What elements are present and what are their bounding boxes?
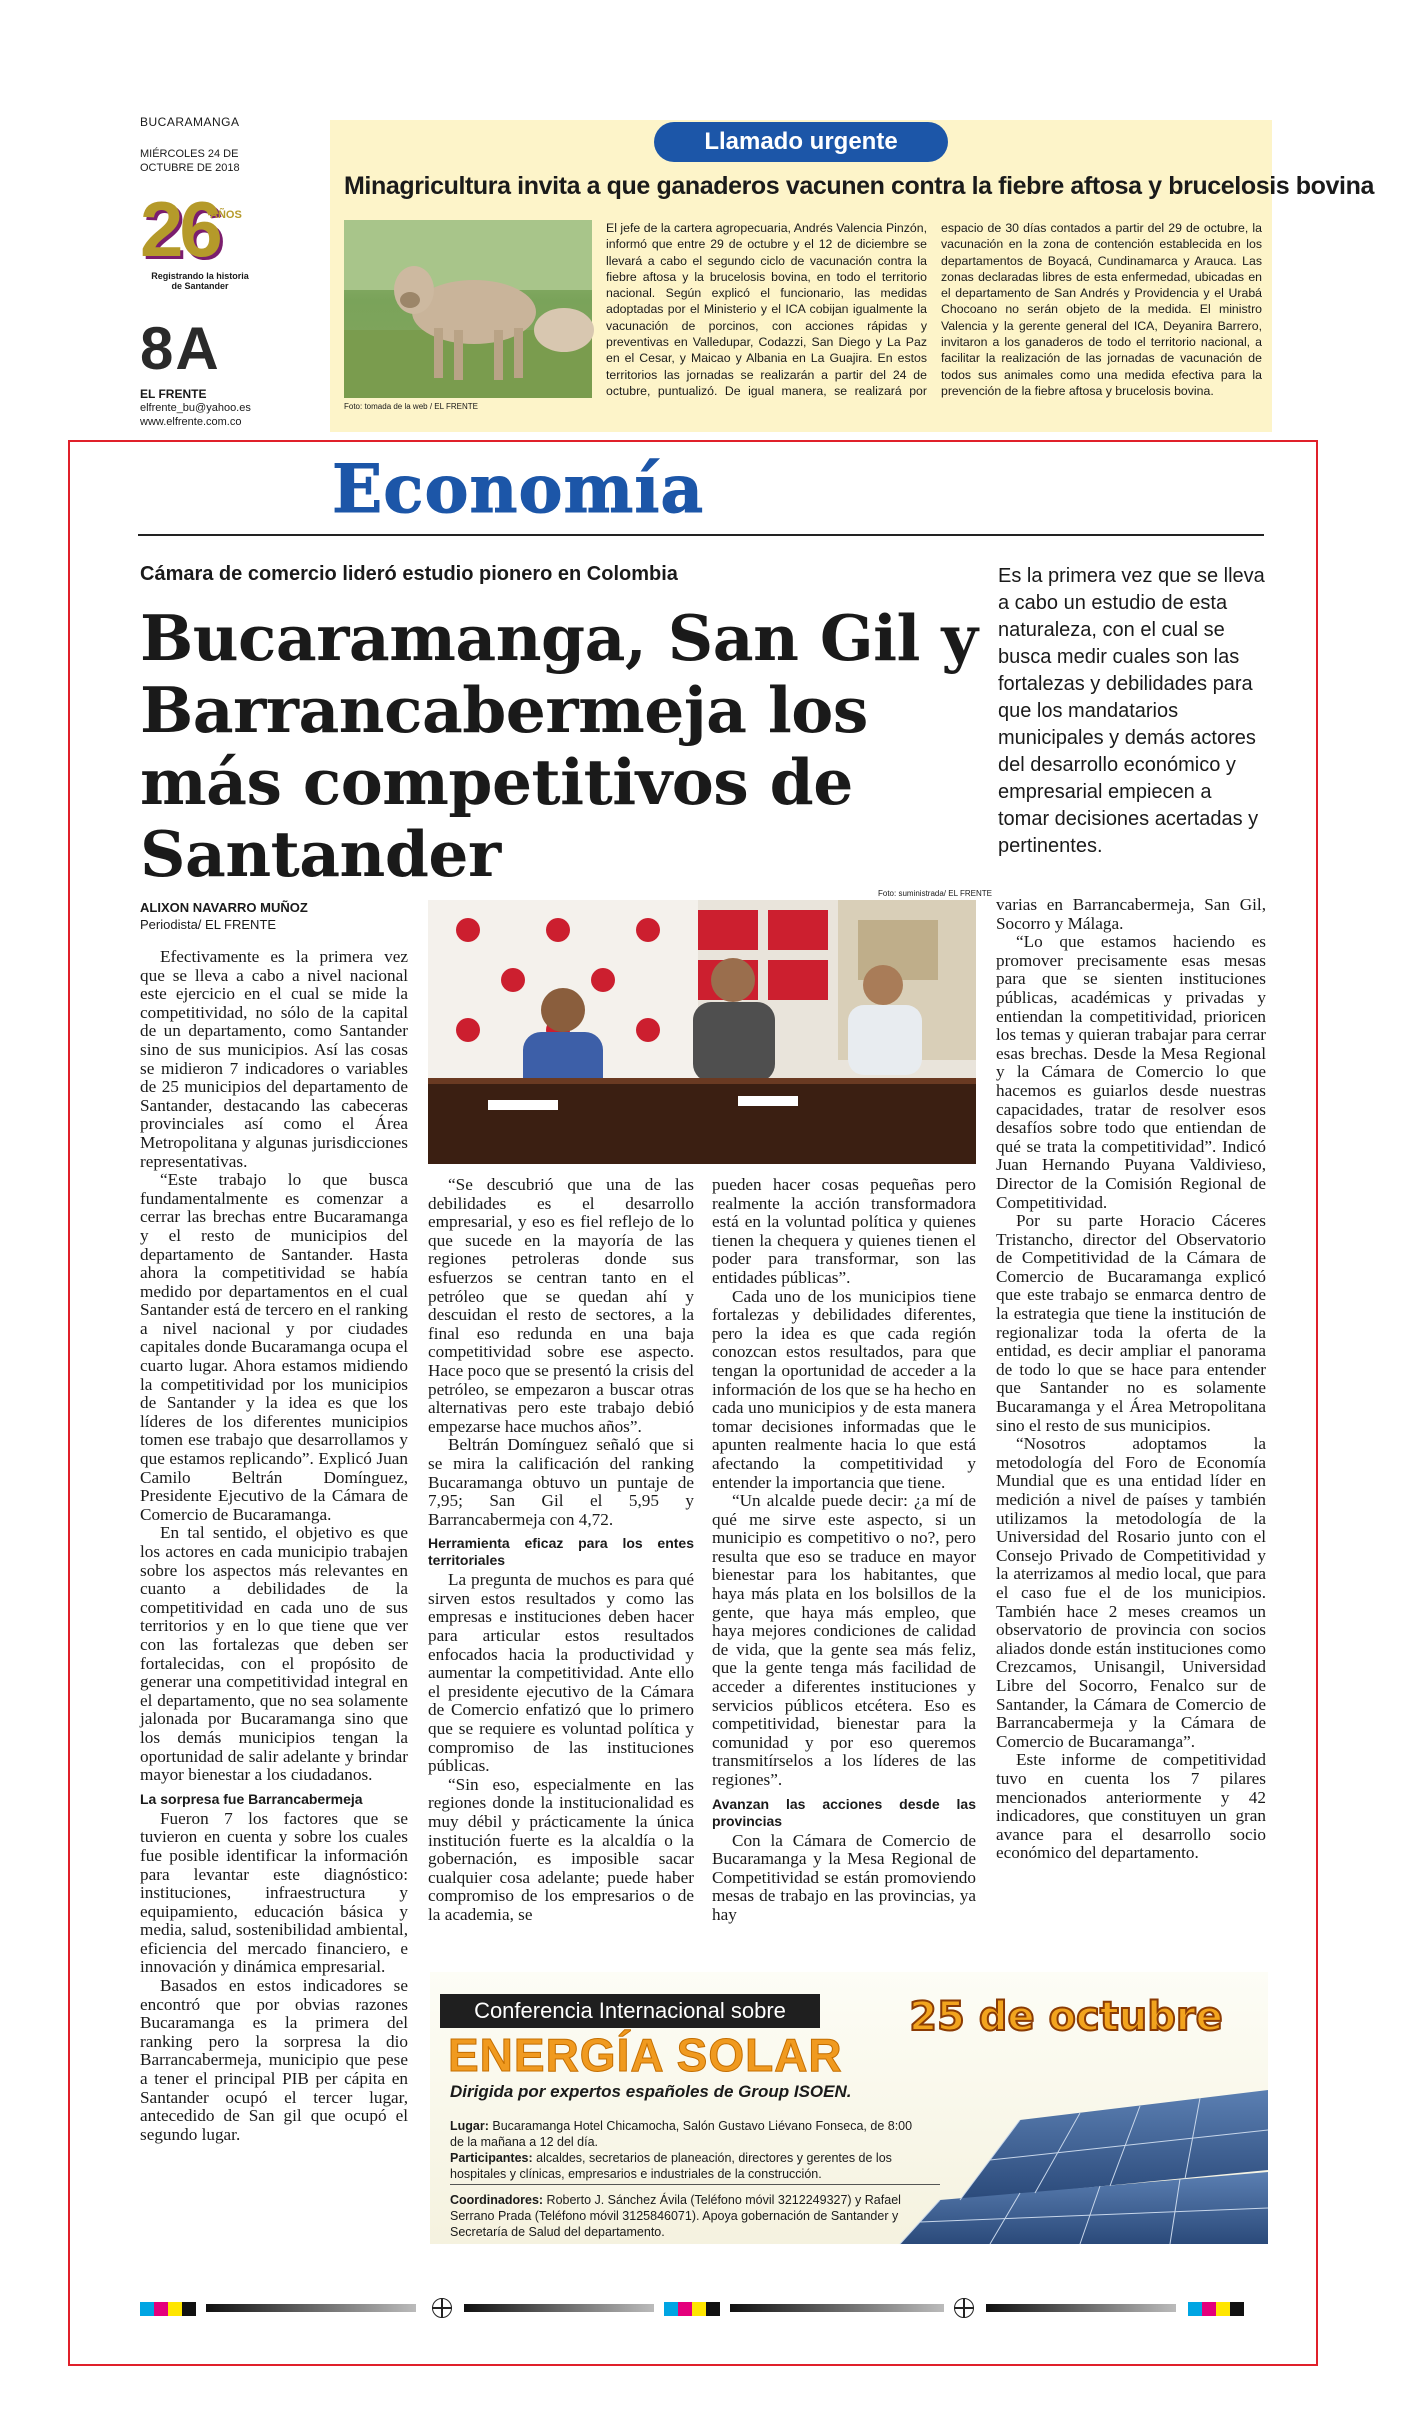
paragraph: Cada uno de los municipios tiene fortalezas y debilidades diferentes, pero la idea es que cada región conozcan estos resultados, para que tengan la oportunidad de acceder a la información de los que se ha hecho en cada uno municipios y de esta manera tomar decisiones informadas que le apunten realmente hacia lo que está afectando la competitividad y entender la importancia que tiene.	[712, 1286, 976, 1492]
ad-subtitle: Dirigida por expertos españoles de Group ISOEN.	[450, 2082, 852, 2101]
paragraph: varias en Barrancabermeja, San Gil, Socorro y Málaga.	[996, 895, 1266, 933]
paragraph: pueden hacer cosas pequeñas pero realmente la acción transformadora está en la voluntad política y quienes tienen la chequera y quienes tienen el poder para transformar, son las entidades públicas”.	[712, 1175, 976, 1287]
paragraph: Basados en estos indicadores se encontró que por obvias razones Bucaramanga es la primera del ranking pero la sorpresa la dio Barrancabermeja, municipio que pese a tener el principal PIB per cápita en Santander ocupó el tercer lugar, antecedido de San gil que ocupó el segundo lugar.	[140, 1976, 408, 2144]
issue-date: MIÉRCOLES 24 DE OCTUBRE DE 2018	[140, 148, 240, 174]
ad-title: ENERGÍA SOLAR	[448, 2029, 843, 2081]
paragraph: Con la Cámara de Comercio de Bucaramanga y la Mesa Regional de Competitividad se están promoviendo mesas de trabajo en las provincias, ya hay	[712, 1830, 976, 1924]
registration-mark	[432, 2298, 452, 2318]
color-bar-right	[1188, 2302, 1244, 2316]
masthead	[140, 115, 330, 428]
subheading: La sorpresa fue Barrancabermeja	[140, 1790, 363, 1807]
paragraph: Este informe de competitividad tuvo en cuenta los 7 pilares mencionados anteriormente y 42 indicadores, que constituyen un gran avance para el desarrollo socio económico del departamento.	[996, 1750, 1266, 1863]
ad-place-label: Lugar:	[450, 2119, 489, 2133]
color-bar-left	[140, 2302, 196, 2316]
grey-bar-center-left	[464, 2304, 654, 2312]
grey-bar-center-right	[730, 2304, 944, 2312]
subheading: Herramienta eficaz para los entes territoriales	[428, 1535, 694, 1569]
ad-divider	[450, 2184, 940, 2185]
paragraph: En tal sentido, el objetivo es que los actores en cada municipio trabajen sobre los aspectos más relevantes en cuanto a debilidades de la competitividad en cada uno de sus territorios y en lo que tiene que ver con las fortalezas que deben ser fortalecidas, con el propósito de generar una competitividad integral en el departamento, que no sea solamente jalonada por Bucaramanga sino que los demás municipios tengan la oportunidad de salir adelante y brindar mayor bienestar a los ciudadanos.	[140, 1523, 408, 1785]
article-deck: Es la primera vez que se lleva a cabo un estudio de esta naturaleza, con el cual se busca medir cuales son las fortalezas y debilidades para que los mandatarios municipales y demás actores del desarrollo económico y empresarial empiecen a tomar decisiones acertadas y pertinentes.	[998, 565, 1265, 857]
paragraph: Por su parte Horacio Cáceres Tristancho, director del Observatorio de Competitividad de la Cámara de Comercio de Bucaramanga explicó que este trabajo se enmarca dentro de la estrategia que tiene la institución de regionalizar toda la oferta de la entidad, es decir ampliar el panorama de todo lo que se hace para entender que Santander no es solamente Bucaramanga y el Área Metropolitana sino el resto de sus municipios.	[996, 1211, 1266, 1435]
cattle-photo	[344, 220, 592, 398]
paragraph: Efectivamente es la primera vez que se lleva a cabo a nivel nacional este ejercicio en el cual se mide la competitividad, no sólo de la capital de un departamento, como Santander sino de sus municipios. Así las cosas se midieron 7 indicadores o variables de 25 municipios del departamento de Santander, destacando las cabeceras provinciales así como el Área Metropolitana y algunas jurisdicciones representativas.	[140, 947, 408, 1171]
color-bar-center	[664, 2302, 720, 2316]
publication-email[interactable]: elfrente_bu@yahoo.es	[140, 402, 251, 414]
press-conference-illustration	[428, 900, 976, 1164]
paragraph: “Sin eso, especialmente en las regiones donde la institucionalidad es muy débil y prácticamente la única institución fuerte es la alcaldía o la gobernación, es imposible sacar cualquier cosa adelante; puede haber compromiso de los empresarios o de la academia, se	[428, 1774, 694, 1924]
urgent-photo-credit: Foto: tomada de la web / EL FRENTE	[344, 402, 478, 411]
ad-participants-label: Participantes:	[450, 2151, 533, 2165]
paragraph: “Lo que estamos haciendo es promover precisamente esas mesas para que se sienten instituciones públicas, académicas y privadas y entiendan la competitividad, prioricen los temas y quieran trabajar para cerrar esas brechas. Desde la Mesa Regional y la Cámara de Comercio lo que hacemos es guiarlos desde nuestras capacidades, tratar de resolver esos desafíos sobre todo que entiendan de qué se trata la competitividad”. Indicó Juan Hernando Puyana Valdivieso, Director de la Comisión Regional de Competitividad.	[996, 932, 1266, 1212]
solar-conference-ad[interactable]	[430, 1972, 1268, 2244]
ad-coordinators	[450, 2192, 940, 2240]
subheading: Avanzan las acciones desde las provincias	[712, 1795, 976, 1829]
solar-panels-illustration	[900, 2080, 1268, 2244]
paragraph: “Este trabajo lo que busca fundamentalmente es comenzar a cerrar las brechas entre Bucaramanga y el resto de municipios del departamento de Santander. Hasta ahora la competitividad se había medido por departamentos en el cual Santander está de tercero en el ranking a nivel nacional y por ciudades capitales donde Bucaramanga ocupa el cuarto lugar. Ahora estamos midiendo la competitividad por los municipios de Santander y la idea es que los líderes de los diferentes municipios tomen ese trabajo que desarrollamos y que estamos replicando”. Explicó Juan Camilo Beltrán Domínguez, Presidente Ejecutivo de la Cámara de Comercio de Bucaramanga.	[140, 1170, 408, 1524]
byline-role: Periodista/ EL FRENTE	[140, 917, 277, 932]
paragraph: “Nosotros adoptamos la metodología del Foro de Economía Mundial que es una entidad líder en medición a nivel de países y también utilizamos la metodología de la Universidad del Rosario junto con el Consejo Privado de Competitividad y la aterrizamos al medio local, que para el caso fue el de los municipios. También hace 2 meses creamos un observatorio de provincia con socios aliados donde están instituciones como Crezcamos, Unisangil, Universidad Libre del Socorro, Fenalco sur de Santander, la Cámara de Comercio de Barrancabermeja y la Cámara de Comercio de Bucaramanga”.	[996, 1434, 1266, 1751]
page-number: 8A	[140, 315, 221, 382]
section-title: Economía	[332, 450, 705, 528]
anniversary-tagline: Registrando la historia de Santander	[151, 271, 249, 291]
press-conference-photo	[428, 900, 976, 1164]
article-headline: Bucaramanga, San Gil y Barrancabermeja los más competitivos de Santander	[140, 601, 978, 891]
photo-credit: Foto: suministrada/ EL FRENTE	[878, 889, 992, 898]
byline-name: ALIXON NAVARRO MUÑOZ	[140, 900, 308, 915]
article-column-2	[428, 1175, 694, 1924]
urgent-headline: Minagricultura invita a que ganaderos vacunen contra la fiebre aftosa y brucelosis bovina	[344, 172, 1374, 200]
paragraph: “Un alcalde puede decir: ¿a mí de qué me sirve este aspecto, si un municipio es competitivo o no?, pero resulta que eso se traduce en mayor bienestar para los habitantes, que haya más plata en los bolsillos de la gente, que haya más empleo, que haya mejores condiciones de calidad de vida, que la gente sea más feliz, que la gente tenga más facilidad de acceder a diferentes instituciones y servicios públicos etcétera. Eso es competitividad, bienestar para la comunidad y por eso queremos transmitírselos a los líderes de las regiones”.	[712, 1491, 976, 1789]
urgent-news-box	[330, 120, 1374, 432]
article-column-1	[140, 947, 408, 2144]
cattle-illustration	[344, 220, 592, 398]
paragraph: “Se descubrió que una de las debilidades es el desarrollo empresarial, y eso es fiel reflejo de lo que sucede en la mayoría de las regiones petroleras donde sus esfuerzos se centran tanto en el petróleo que se quedan ahí y descuidan el resto de sectores, a la final eso redunda en una baja competitividad sobre ese aspecto. Hace poco que se presentó la crisis del petróleo, se empezaron a buscar otras alternativas pero este trabajo debió empezarse hace muchos años”.	[428, 1175, 694, 1436]
paragraph: La pregunta de muchos es para qué sirven estos resultados y como las empresas e instituciones deben hacer para articular estos resultados enfocados hacia la productividad y aumentar la competitividad. Ante ello el presidente ejecutivo de la Cámara de Comercio enfatizó que lo primero que se requiere es voluntad política y compromiso de las instituciones públicas.	[428, 1570, 694, 1776]
anniversary-years-label: AÑOS	[210, 209, 242, 221]
ad-place	[450, 2118, 920, 2150]
ad-details	[450, 2118, 920, 2182]
registration-mark	[954, 2298, 974, 2318]
publication-name: EL FRENTE	[140, 387, 207, 401]
grey-bar-right	[986, 2304, 1176, 2312]
publication-website[interactable]: www.elfrente.com.co	[140, 416, 242, 428]
city-label: BUCARAMANGA	[140, 115, 240, 129]
paragraph: Beltrán Domínguez señaló que si se mira la calificación del ranking Bucaramanga obtuvo un puntaje de 7,95; San Gil el 5,95 y Barrancabermeja con 4,72.	[428, 1435, 694, 1529]
paragraph: Fueron 7 los factores que se tuvieron en cuenta y sobre los cuales fue posible identificar la información para levantar este diagnóstico: instituciones, infraestructura y equipamiento, educación básica y media, salud, sostenibilidad ambiental, eficiencia del mercado financiero, e innovación y dinámica empresarial.	[140, 1808, 408, 1977]
ad-participants	[450, 2150, 920, 2182]
ad-date: 25 de octubre	[909, 1994, 1223, 2040]
ad-ribbon: Conferencia Internacional sobre	[440, 1994, 820, 2028]
urgent-tag: Llamado urgente	[654, 122, 948, 162]
section-divider	[138, 534, 1264, 536]
anniversary-logo	[140, 185, 250, 299]
ad-coordinators-label: Coordinadores:	[450, 2193, 544, 2207]
article-column-3	[712, 1175, 976, 1924]
article-column-4	[996, 895, 1266, 1863]
article-kicker: Cámara de comercio lideró estudio pionero en Colombia	[140, 563, 678, 585]
ad-coordinators-text: Roberto J. Sánchez Ávila (Teléfono móvil 3212249327) y Rafael Serrano Prada (Teléfono móvil 3125846071). Apoya gobernación de Santander y Secretaría de Salud del departamento.	[450, 2193, 901, 2239]
urgent-body: El jefe de la cartera agropecuaria, Andrés Valencia Pinzón, informó que entre 29 de octubre y el 12 de diciembre se llevará a cabo el segundo ciclo de vacunación contra la fiebre aftosa y la brucelosis bovina, en todo el territorio nacional. Según explicó el funcionario, las medidas adoptadas por el Ministerio y el ICA cobijan igualmente la vacunación de porcinos, con acciones rápidas y preventivas en Valledupar, Codazzi, San Diego y La Paz en el Cesar, y Maicao y Albania en La Guajira. En estos territorios las jornadas se realizarán a partir del 24 de octubre, puntualizó. De igual manera, se realizará por espacio de 30 días contados a partir del 29 de octubre, la vacunación en la zona de contención establecida en los departamentos de Boyacá, Cundinamarca y Arauca. Las zonas declaradas libres de esta enfermedad, ubicadas en el departamento de San Andrés y Providencia y el Urabá Chocoano no serán objeto de la medida. El ministro Valencia y la gerente general del ICA, Deyanira Barrero, invitaron a los ganaderos de todo el territorio nacional, a facilitar la realización de las jornadas de vacunación de todos sus animales como una medida efectiva para la prevención de la fiebre aftosa y brucelosis bovina.	[606, 221, 1262, 398]
anniversary-number: 26	[140, 185, 219, 273]
ad-place-text: Bucaramanga Hotel Chicamocha, Salón Gustavo Liévano Fonseca, de 8:00 de la mañana a 12 del día.	[450, 2119, 913, 2149]
grey-bar-left	[206, 2304, 416, 2312]
ad-participants-text: alcaldes, secretarios de planeación, directores y gerentes de los hospitales y clínicas, empresarios e industriales de la construcción.	[450, 2151, 892, 2181]
